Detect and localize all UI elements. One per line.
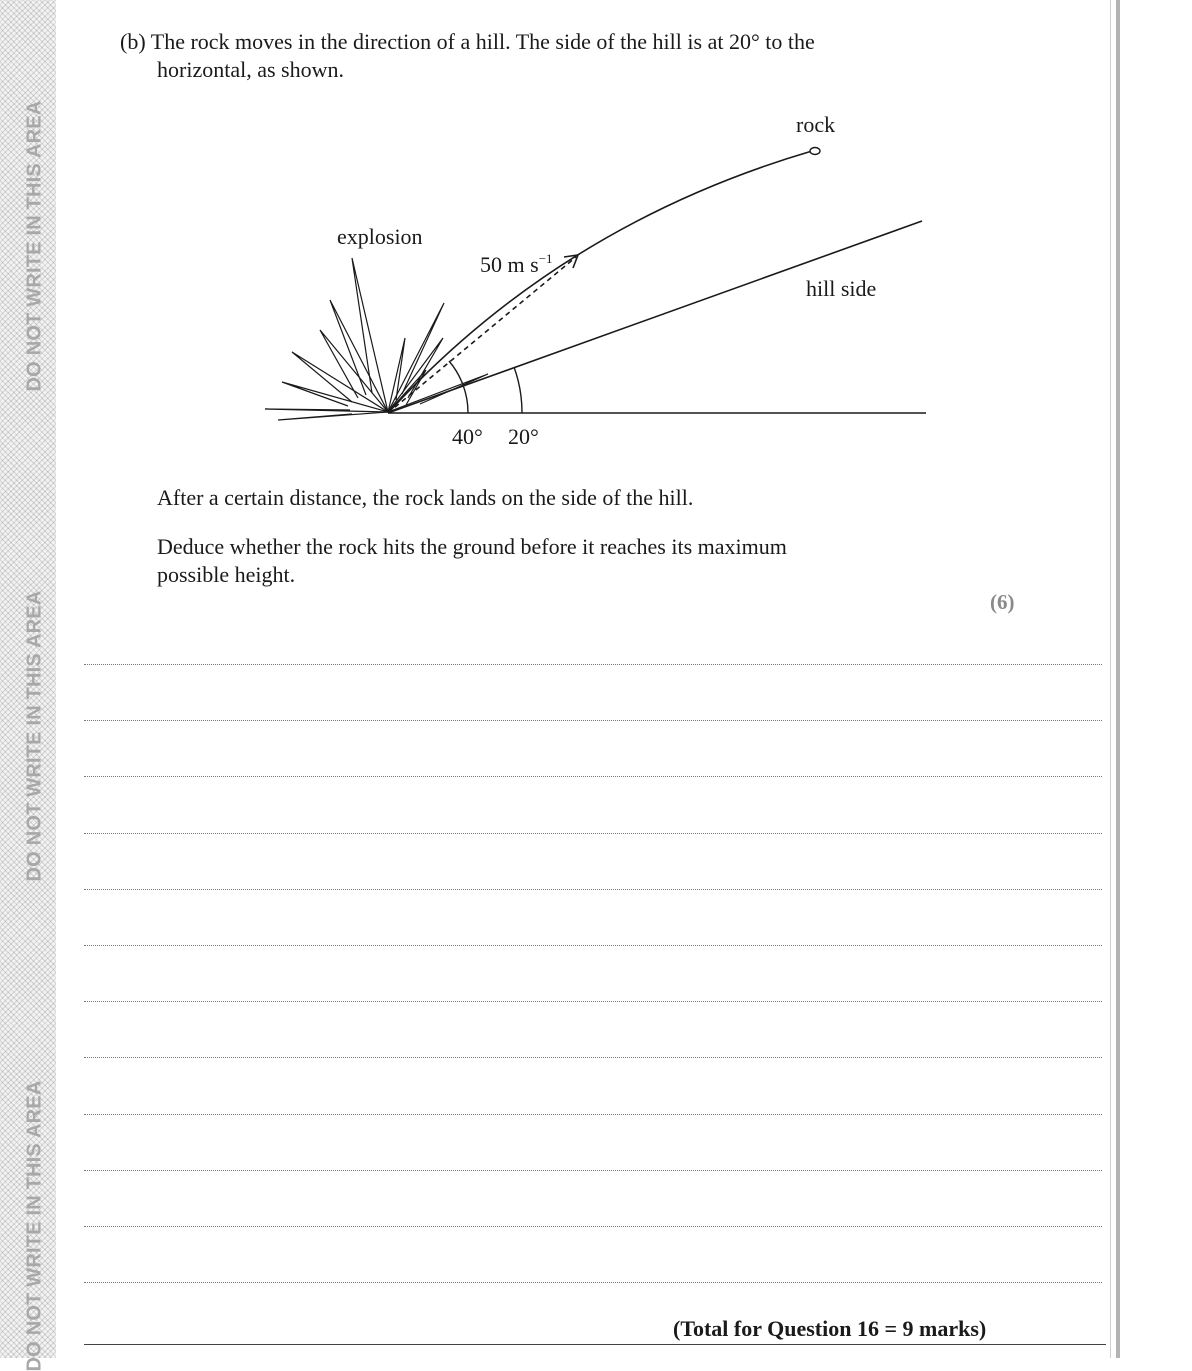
body-paragraph-2-line-2: possible height. [157,562,296,587]
angle-20-label: 20° [508,424,539,449]
margin-warning-bottom: DO NOT WRITE IN THIS AREA [23,1080,46,1371]
body-paragraph-2-line-1: Deduce whether the rock hits the ground before it reaches its maximum [157,534,787,559]
speed-label: 50 m $s^{-1}$ [480,251,553,277]
answer-line[interactable] [84,1282,1102,1283]
answer-line[interactable] [84,889,1102,890]
answer-line[interactable] [84,664,1102,665]
body-paragraph-1: After a certain distance, the rock lands on the side of the hill. [157,485,694,510]
answer-line[interactable] [84,945,1102,946]
answer-line[interactable] [84,1114,1102,1115]
body-paragraph-2 [157,533,917,589]
answer-line[interactable] [84,1057,1102,1058]
rock-marker [810,148,820,155]
question-line-2: horizontal, as shown. [157,57,344,82]
hill-side-label: hill side [806,276,877,301]
velocity-vector [388,257,576,413]
angle-arc-20 [514,367,522,413]
margin-warning-middle: DO NOT WRITE IN THIS AREA [23,590,46,882]
question-line-1: The rock moves in the direction of a hill. The side of the hill is at 20° to the [150,29,815,54]
answer-line[interactable] [84,1001,1102,1002]
question-total: (Total for Question 16 = 9 marks) [673,1316,987,1341]
marks-available: (6) [990,590,1015,614]
answer-line[interactable] [84,720,1102,721]
explosion-label: explosion [337,224,423,249]
hill-side-line [388,221,922,413]
answer-line[interactable] [84,1226,1102,1227]
explosion-burst [265,258,488,420]
bottom-rule [84,1344,1106,1345]
answer-line[interactable] [84,833,1102,834]
question-part-label: (b) [120,29,146,54]
angle-40-label: 40° [452,424,483,449]
margin-warning-top: DO NOT WRITE IN THIS AREA [23,100,46,392]
rock-trajectory [388,151,812,413]
answer-line[interactable] [84,776,1102,777]
projectile-diagram [0,0,1192,480]
rock-label: rock [796,112,836,137]
answer-line[interactable] [84,1170,1102,1171]
